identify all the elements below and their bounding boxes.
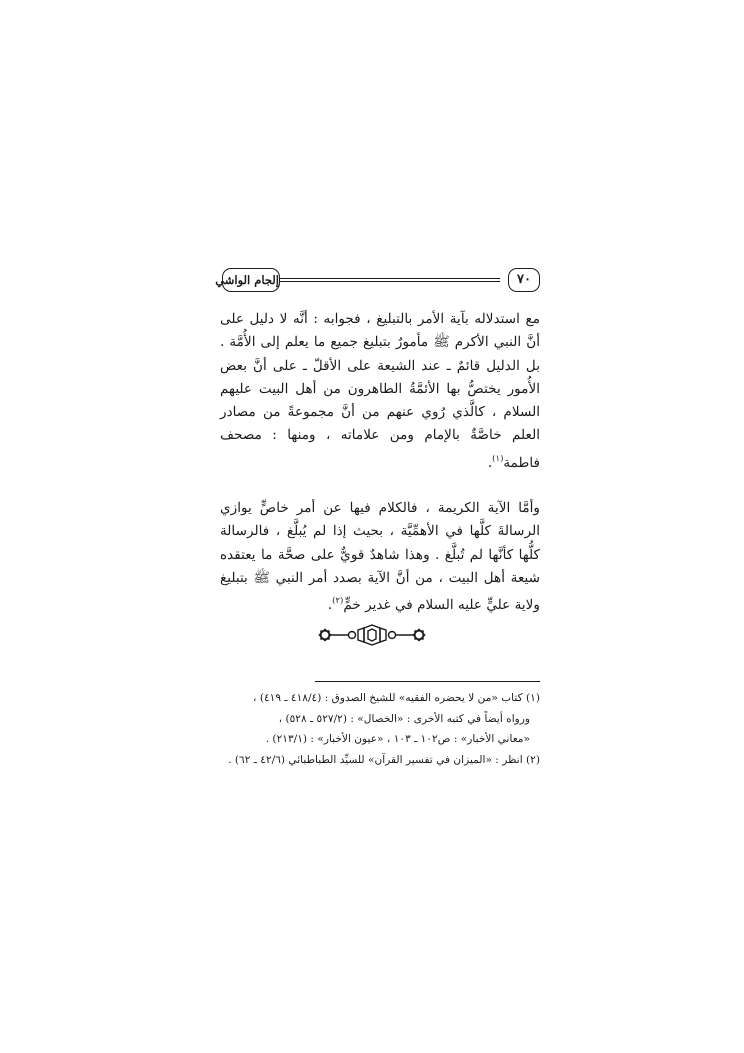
running-header (215, 268, 540, 292)
footnote-line-3: «معاني الأخبار» : ص١٠٢ ـ ١٠٣ ، «عيون الأخبار» : (٢١٣/١) . (265, 733, 530, 746)
footnote-ref-1[interactable]: (١) (492, 453, 504, 464)
footnote-line-2: ورواه أيضاً في كتبه الأخرى : «الخصال» : (٥٢٧/٢ ـ ٥٢٨) ، (278, 712, 530, 725)
paragraph-1-text: مع استدلاله بآية الأمر بالتبليغ ، فجوابه : أنَّه لا دليل على أنَّ النبي الأكرم ﷺ مأمورٌ بتبليغ جميع ما يعلم إلى الأُمَّة . بل الدليل قائمٌ ـ عند الشيعة على الأقلّ ـ على أنَّ بعض الأُمور يختصُّ بها الأئمَّةُ الطاهرون من أهل البيت عليهم السلام ، كالَّذي رُوي عنهم من أنَّ مجموعةً من مصادر العلم خاصَّةٌ بالإمام ومن علاماته ، ومنها : مصحف فاطمة (220, 311, 540, 471)
paragraph-2-text: وأمَّا الآية الكريمة ، فالكلام فيها عن أمر خاصٍّ يوازي الرسالةَ كلَّها في الأهمِّيَّة ، بحيث إذا لم يُبلَّغ ، فالرسالة كلُّها كأنَّها لم تُبلَّغ . وهذا شاهدٌ قويٌّ على صحَّة ما يعتقده شيعة أهل البيت ، من أنَّ الآية بصدد أمر النبي ﷺ بتبليغ ولاية عليٍّ عليه السلام في غدير خمٍّ (220, 500, 540, 614)
footnotes (218, 688, 540, 771)
page-number: ٧٠ (508, 268, 540, 292)
footnote-separator (315, 681, 540, 682)
footnote-line-4: (٢) انظر : «الميزان في تفسير القرآن» للسيِّد الطباطبائي (٤٢/٦ ـ ٦٢) . (228, 754, 540, 767)
footnote-ref-2[interactable]: (٢) (332, 596, 344, 607)
paragraph-2-end: . (327, 597, 333, 614)
footnote-line-1: (١) كتاب «من لا يحضره الفقيه» للشيخ الصدوق : (٤١٨/٤ ـ ٤١٩) ، (253, 692, 540, 704)
paragraph-1-end: . (487, 454, 493, 471)
paragraph-1 (220, 308, 540, 475)
book-title: إلجام الواشي (222, 268, 280, 292)
header-rule (280, 278, 500, 282)
ornament-divider-icon (318, 624, 426, 646)
paragraph-2 (220, 497, 540, 617)
main-text (220, 308, 540, 618)
